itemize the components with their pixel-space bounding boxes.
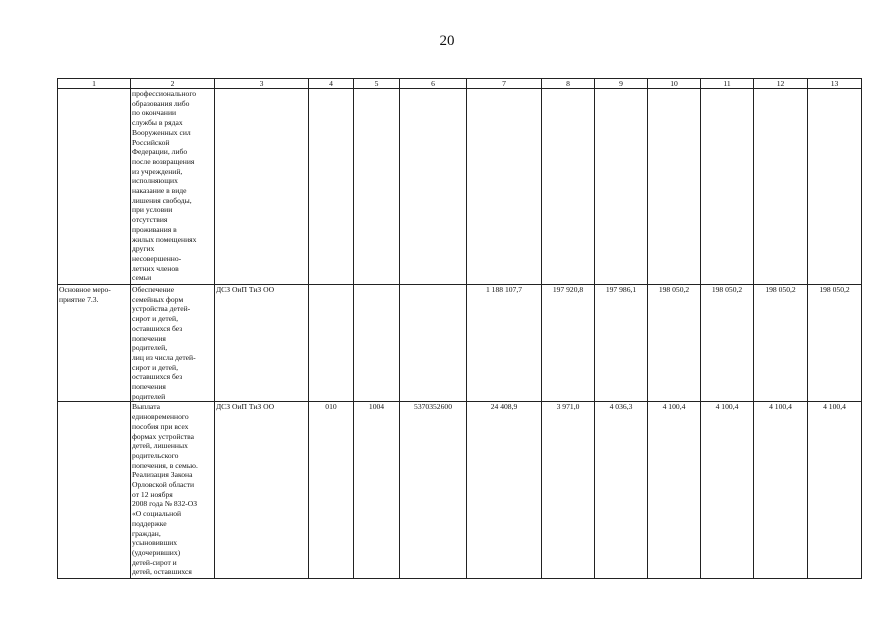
budget-table: [57, 78, 862, 579]
table-cell: [309, 285, 354, 402]
table-cell: ДСЗ ОиП ТиЗ ОО: [215, 402, 309, 579]
column-header: 10: [648, 79, 701, 89]
column-header: 1: [58, 79, 131, 89]
table-cell: 4 036,3: [595, 402, 648, 579]
table-cell: 198 050,2: [808, 285, 862, 402]
table-row: [58, 285, 862, 402]
column-header: 5: [354, 79, 400, 89]
table-cell: [354, 89, 400, 285]
column-header: 2: [131, 79, 215, 89]
column-header: 12: [754, 79, 808, 89]
table-cell: Основное меро- приятие 7.3.: [58, 285, 131, 402]
column-header: 11: [701, 79, 754, 89]
table-cell: 1004: [354, 402, 400, 579]
table-cell: 4 100,4: [648, 402, 701, 579]
column-header: 8: [542, 79, 595, 89]
column-header: 13: [808, 79, 862, 89]
table-cell: 3 971,0: [542, 402, 595, 579]
table-cell: [58, 89, 131, 285]
table-cell: [648, 89, 701, 285]
table-cell: 1 188 107,7: [467, 285, 542, 402]
table-cell: [400, 285, 467, 402]
table-cell: 197 986,1: [595, 285, 648, 402]
table-cell: 198 050,2: [701, 285, 754, 402]
table-cell: 010: [309, 402, 354, 579]
table-cell: [58, 402, 131, 579]
table-cell: 4 100,4: [754, 402, 808, 579]
table-cell: профессионального образования либо по окончании службы в рядах Вооруженных сил Российской Федерации, либо после возвращения из учреждений, исполняющих наказание в виде лишения свободы, при условии отсутствия проживания в жилых помещениях других несовершенно- летних членов семьи: [131, 89, 215, 285]
column-header: 7: [467, 79, 542, 89]
table-cell: Обеспечение семейных форм устройства детей- сирот и детей, оставшихся без попечения родителей, лиц из числа детей- сирот и детей, оставшихся без попечения родителей: [131, 285, 215, 402]
table-cell: [309, 89, 354, 285]
table-cell: [754, 89, 808, 285]
table-cell: [215, 89, 309, 285]
table-row: [58, 402, 862, 579]
table-cell: [808, 89, 862, 285]
table-cell: [595, 89, 648, 285]
page-number: 20: [439, 33, 455, 49]
table-header-row: [58, 79, 862, 89]
column-header: 3: [215, 79, 309, 89]
table-row: [58, 89, 862, 285]
table-cell: ДСЗ ОиП ТиЗ ОО: [215, 285, 309, 402]
table-cell: 198 050,2: [648, 285, 701, 402]
table-cell: [354, 285, 400, 402]
table-cell: [400, 89, 467, 285]
table-cell: [542, 89, 595, 285]
table-cell: [701, 89, 754, 285]
table-cell: 5370352600: [400, 402, 467, 579]
column-header: 9: [595, 79, 648, 89]
column-header: 6: [400, 79, 467, 89]
column-header: 4: [309, 79, 354, 89]
table-cell: 24 408,9: [467, 402, 542, 579]
table-cell: 4 100,4: [701, 402, 754, 579]
table-cell: 197 920,8: [542, 285, 595, 402]
table-cell: [467, 89, 542, 285]
table-cell: 4 100,4: [808, 402, 862, 579]
table-cell: 198 050,2: [754, 285, 808, 402]
table-cell: Выплата единовременного пособия при всех формах устройства детей, лишенных родительского попечения, в семью. Реализация Закона Орловской области от 12 ноября 2008 года № 832-ОЗ «О социальной поддержке граждан, усыновивших (удочеривших) детей-сирот и детей, оставшихся: [131, 402, 215, 579]
